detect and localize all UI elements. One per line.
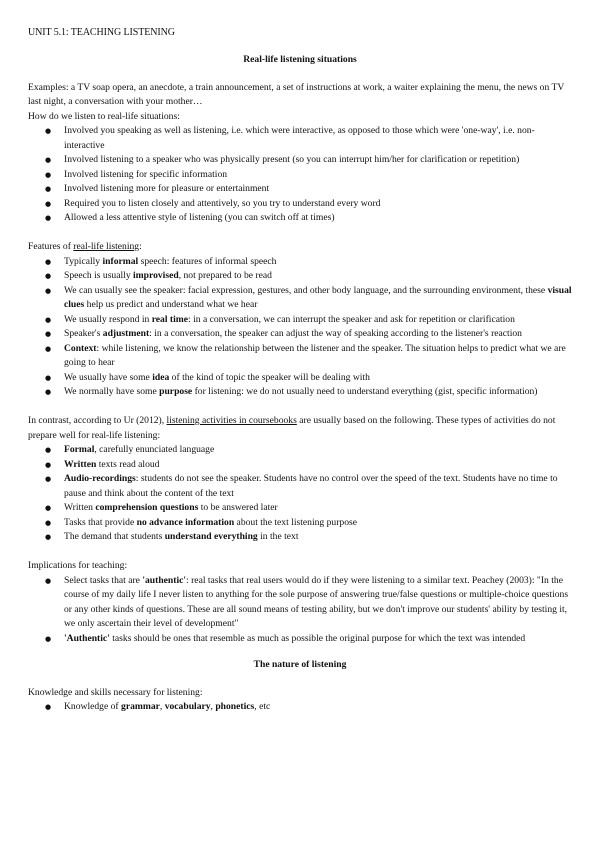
contrast-paragraph: In contrast, according to Ur (2012), listening activities in coursebooks are usually based on the following. These types of activities do not prepare well for real-life listening: — [28, 415, 556, 441]
section-heading-nature: The nature of listening — [253, 659, 347, 670]
list-item: ● We usually have some idea of the kind of topic the speaker will be dealing with — [28, 371, 572, 386]
list-item: ● Required you to listen closely and attentively, so you try to understand every word — [28, 197, 572, 212]
list-item: ● Involved listening more for pleasure or entertainment — [28, 182, 572, 197]
how-question: How do we listen to real-life situations: — [28, 110, 180, 122]
knowledge-list — [28, 700, 572, 715]
real-life-listening-link: real-life listening — [73, 241, 140, 252]
list-item: ● The demand that students understand everything in the text — [28, 530, 572, 545]
implications-list — [28, 574, 572, 647]
implications-title: Implications for teaching: — [28, 560, 128, 571]
list-item: ● Involved listening for specific information — [28, 168, 572, 183]
list-item: ● Written texts read aloud — [28, 458, 572, 473]
list-item: ● Knowledge of grammar, vocabulary, phonetics, etc — [28, 700, 572, 715]
list-item: ● Involved you speaking as well as listening, i.e. which were interactive, as opposed to those which were 'one-way', i.e. non-interactive — [28, 124, 572, 153]
coursebook-list — [28, 443, 572, 545]
list-item: ● Typically informal speech: features of informal speech — [28, 255, 572, 270]
document-page — [28, 26, 572, 715]
knowledge-title: Knowledge and skills necessary for listening: — [28, 686, 203, 698]
list-item: ● Formal, carefully enunciated language — [28, 443, 572, 458]
list-item: ● Select tasks that are 'authentic': real tasks that real users would do if they were listening to a similar text. Peachey (2003): "In the course of my daily life I never listen to anything for the sole purpose of answering true/false questions or multiple-choice questions or any other kinds of questions. These are all sound means of testing ability, but we don't improve our students' ability by testing it, we only ascertain their level of development" — [28, 574, 572, 632]
list-item: ● Tasks that provide no advance information about the text listening purpose — [28, 516, 572, 531]
list-item: ● Involved listening to a speaker who was physically present (so you can interrupt him/her for clarification or repetition) — [28, 153, 572, 168]
how-list — [28, 124, 572, 226]
features-list — [28, 255, 572, 400]
list-item: ● Allowed a less attentive style of listening (you can switch off at times) — [28, 211, 572, 226]
list-item: ● We usually respond in real time: in a conversation, we can interrupt the speaker and ask for repetition or clarification — [28, 313, 572, 328]
examples-paragraph: Examples: a TV soap opera, an anecdote, a train announcement, a set of instructions at work, a waiter explaining the menu, the news on TV last night, a conversation with your mother… — [28, 81, 565, 107]
list-item: ● Context: while listening, we know the relationship between the listener and the speaker. The situation helps to predict what we are going to hear — [28, 342, 572, 371]
list-item: ● Written comprehension questions to be answered later — [28, 501, 572, 516]
list-item: ● We normally have some purpose for listening: we do not usually need to understand everything (gist, specific information) — [28, 385, 572, 400]
features-intro: Features of real-life listening: — [28, 241, 142, 252]
list-item: ● 'Authentic' tasks should be ones that resemble as much as possible the original purpose for which the text was intended — [28, 632, 572, 647]
list-item: ● Audio-recordings: students do not see the speaker. Students have no control over the speed of the text. Students have no time to pause and think about the content of the text — [28, 472, 572, 501]
section-heading-real-life: Real-life listening situations — [243, 54, 357, 65]
coursebooks-link: listening activities in coursebooks — [166, 415, 297, 426]
unit-title: UNIT 5.1: TEACHING LISTENING — [28, 27, 175, 38]
list-item: ● Speaker's adjustment: in a conversation, the speaker can adjust the way of speaking according to the listener's reaction — [28, 327, 572, 342]
list-item: ● Speech is usually improvised, not prepared to be read — [28, 269, 572, 284]
list-item: ● We can usually see the speaker: facial expression, gestures, and other body language, and the surrounding environment, these visual clues help us predict and understand what we hear — [28, 284, 572, 313]
